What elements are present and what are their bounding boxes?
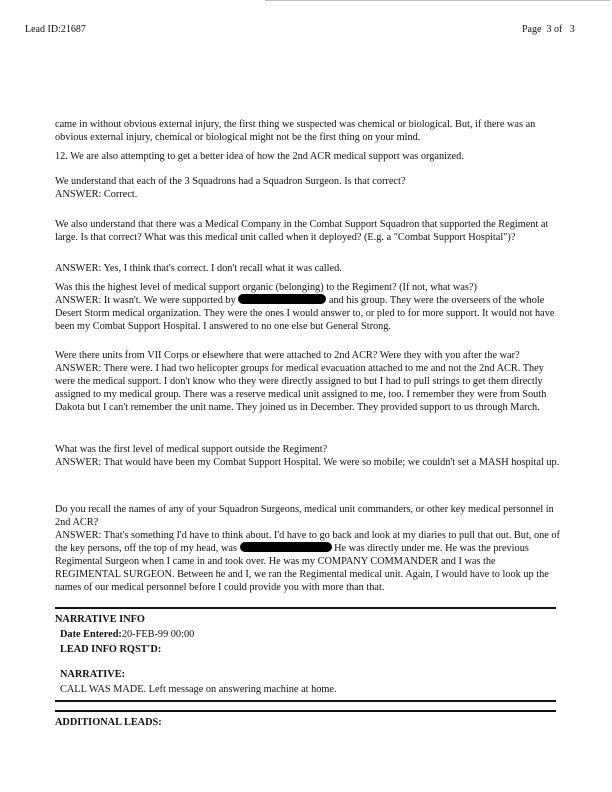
lead-id: Lead ID:21687 [25, 24, 86, 35]
additional-leads-heading: ADDITIONAL LEADS: [55, 717, 162, 728]
narrative-info-heading: NARRATIVE INFO [55, 614, 145, 625]
question: We also understand that there was a Medical Company in the Combat Support Squadron that supported the Regiment at large. Is that correct? What was this medical unit called when it deployed? (E.g. a "Combat Support Hospital")? [55, 219, 549, 243]
question: We understand that each of the 3 Squadrons had a Squadron Surgeon. Is that correct? [55, 176, 406, 187]
answer: ANSWER: Correct. [55, 189, 138, 200]
answer [55, 529, 560, 594]
lead-info-requested: LEAD INFO RQST'D: [60, 644, 162, 655]
question-12: 12. We are also attempting to get a better idea of how the 2nd ACR medical support was organized. [55, 151, 464, 162]
answer-text: and his group. They were the overseers of the whole Desert Storm medical organization. They were the ones I would answer to, or pled to for more support. It would not have been my Combat Support Hospital. I answered to no one else but General Strong. [55, 295, 555, 332]
question: Do you recall the names of any of your Squadron Surgeons, medical unit commanders, or other key medical personnel in 2nd ACR? [55, 504, 554, 528]
answer-text: ANSWER: It wasn't. We were supported by [55, 295, 236, 306]
section-divider [55, 700, 556, 702]
answer-text: ANSWER: That's something I'd have to think about. I'd have to go back and look at my diaries to pull that out. But, one of the key persons, off the top of my head, was [55, 530, 560, 554]
answer: ANSWER: Yes, I think that's correct. I don't recall what it was called. [55, 263, 342, 274]
section-divider [55, 607, 556, 609]
date-value: 20-FEB-99 00:00 [121, 629, 195, 640]
answer: ANSWER: That would have been my Combat Support Hospital. We were so mobile; we couldn't set a MASH hospital up. [55, 457, 560, 468]
date-label: Date Entered: [60, 629, 122, 640]
narrative-label: NARRATIVE: [60, 669, 126, 680]
answer: ANSWER: There were. I had two helicopter groups for medical evacuation attached to me and not the 2nd ACR. They were the medical support. I don't know who they were directly assigned to but I had to pull strings to get them directly assigned to my medical group. There was a reserve medical unit assigned to me, too. I remember they were from South Dakota but I can't remember the unit name. They joined us in December. They provided support to us through March. [55, 363, 547, 413]
redaction-mark [240, 542, 332, 552]
question: What was the first level of medical support outside the Regiment? [55, 444, 328, 455]
section-divider [55, 710, 556, 712]
answer-text: He was directly under me. He was the previous Regimental Surgeon when I came in and took over. He was my COMPANY COMMANDER and I was the REGIMENTAL SURGEON. Between he and I, we ran the Regimental medical unit. Again, I would have to look up the names of our medical personnel before I could provide you with more than that. [55, 543, 549, 593]
paragraph: came in without obvious external injury, the first thing we suspected was chemical or biological. But, if there was an obvious external injury, chemical or biological might not be the first thing on your mind. [55, 119, 536, 143]
page-number: Page 3 of 3 [522, 24, 575, 35]
answer [55, 294, 560, 333]
narrative-text: CALL WAS MADE. Left message on answering machine at home. [60, 684, 337, 695]
scan-artifact-line [265, 0, 610, 1]
redaction-mark [238, 294, 326, 304]
date-entered [60, 628, 565, 641]
question: Was this the highest level of medical support organic (belonging) to the Regiment? (If not, what was?) [55, 282, 477, 293]
question: Were there units from VII Corps or elsewhere that were attached to 2nd ACR? Were they with you after the war? [55, 350, 520, 361]
